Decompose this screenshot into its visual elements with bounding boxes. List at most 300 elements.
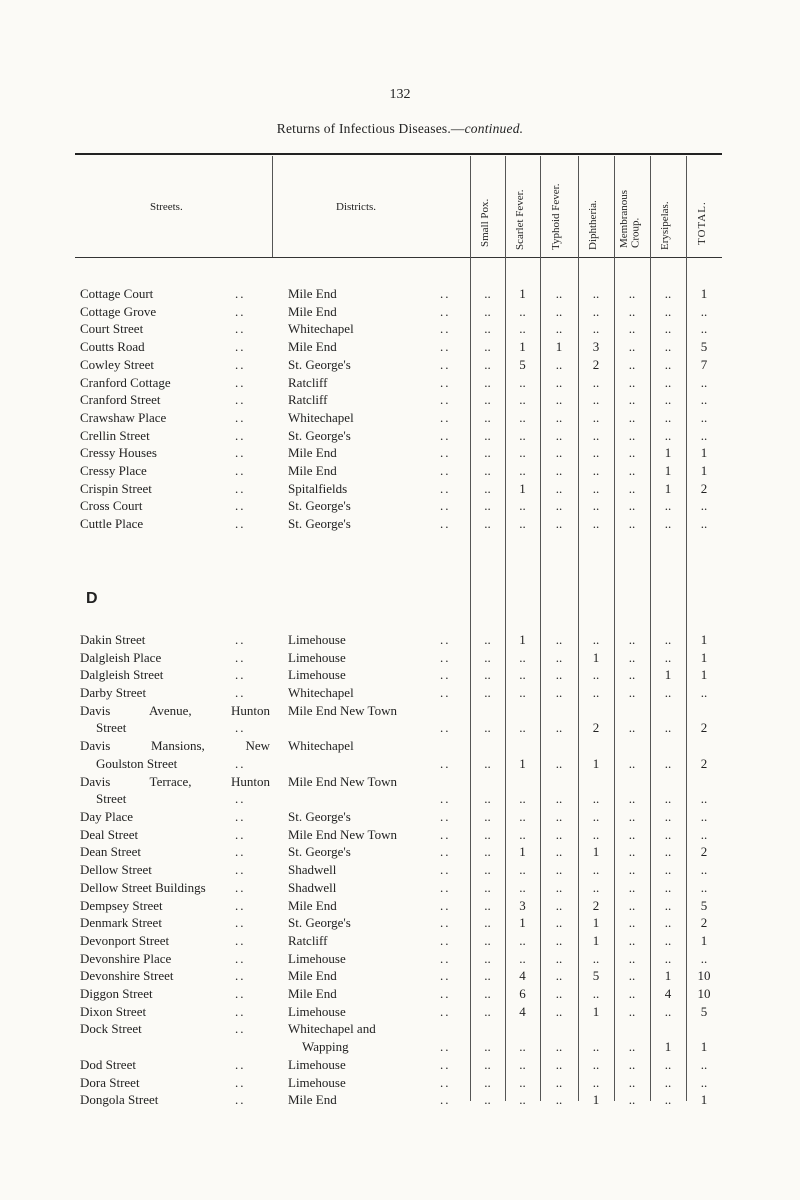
- district-name: Limehouse: [288, 667, 346, 683]
- value-cell: ..: [592, 374, 600, 390]
- street-name: Street: [96, 791, 127, 807]
- value-cell: ..: [592, 286, 600, 301]
- value-cell: ..: [555, 427, 563, 443]
- street-name: Davis Mansions, New: [80, 738, 270, 754]
- value-cell: ..: [484, 826, 491, 842]
- value-cell: 1: [592, 915, 600, 931]
- value-cell: ..: [484, 427, 491, 443]
- value-cell: ..: [628, 480, 636, 496]
- leader-dots: ..: [235, 1021, 246, 1037]
- leader-dots: ..: [440, 286, 451, 301]
- value-cell: ..: [592, 986, 600, 1001]
- value-cell: ..: [592, 809, 600, 824]
- value-cell: ..: [700, 303, 708, 319]
- leader-dots: ..: [440, 862, 451, 878]
- value-cell: ..: [555, 409, 563, 425]
- leader-dots: ..: [440, 356, 451, 372]
- value-cell: ..: [519, 1074, 526, 1090]
- leader-dots: ..: [235, 932, 246, 948]
- page-title: [0, 121, 800, 137]
- value-cell: ..: [555, 968, 563, 984]
- value-cell: ..: [628, 986, 636, 1001]
- leader-dots: ..: [440, 826, 451, 842]
- value-cell: ..: [628, 1074, 636, 1090]
- value-cell: 1: [592, 1003, 600, 1019]
- value-cell: 1: [700, 1092, 708, 1108]
- value-cell: ..: [664, 720, 672, 736]
- value-cell: 1: [664, 445, 672, 461]
- table-row: [0, 321, 800, 339]
- value-cell: ..: [700, 862, 708, 878]
- value-cell: ..: [555, 897, 563, 913]
- leader-dots: ..: [235, 303, 246, 319]
- street-name: Day Place: [80, 809, 134, 824]
- leader-dots: ..: [235, 409, 246, 425]
- value-cell: ..: [519, 720, 526, 736]
- value-cell: ..: [519, 791, 526, 807]
- leader-dots: ..: [440, 1039, 451, 1055]
- value-cell: ..: [700, 392, 708, 408]
- street-name: Dock Street: [80, 1021, 142, 1037]
- leader-dots: ..: [235, 950, 246, 966]
- value-cell: ..: [628, 392, 636, 408]
- leader-dots: ..: [440, 498, 451, 514]
- value-cell: ..: [664, 1092, 672, 1108]
- value-cell: ..: [592, 1056, 600, 1072]
- value-cell: ..: [519, 516, 526, 532]
- value-cell: ..: [484, 844, 491, 860]
- table-row: [0, 498, 800, 516]
- value-cell: ..: [664, 427, 672, 443]
- value-cell: ..: [700, 1056, 708, 1072]
- header-diphtheria: Diphtheria.: [587, 200, 599, 250]
- value-cell: ..: [555, 480, 563, 496]
- value-cell: ..: [592, 516, 600, 532]
- street-name: Crawshaw Place: [80, 409, 167, 425]
- street-name: Darby Street: [80, 685, 147, 701]
- street-name: Street: [96, 720, 127, 736]
- value-cell: 3: [519, 897, 526, 913]
- leader-dots: ..: [235, 463, 246, 478]
- value-cell: ..: [628, 649, 636, 665]
- table-row: [0, 650, 800, 668]
- value-cell: ..: [664, 339, 672, 355]
- street-name: Dean Street: [80, 844, 142, 860]
- value-cell: ..: [519, 1039, 526, 1055]
- value-cell: ..: [484, 986, 491, 1001]
- leader-dots: ..: [235, 862, 246, 878]
- value-cell: 5: [700, 1003, 708, 1019]
- header-streets: Streets.: [150, 201, 183, 213]
- district-name: Whitechapel: [288, 409, 354, 425]
- leader-dots: ..: [440, 950, 451, 966]
- street-name: Dongola Street: [80, 1092, 159, 1108]
- value-cell: ..: [628, 897, 636, 913]
- value-cell: 1: [664, 480, 672, 496]
- value-cell: ..: [484, 950, 491, 966]
- leader-dots: ..: [440, 1074, 451, 1090]
- value-cell: ..: [519, 879, 526, 895]
- value-cell: ..: [700, 374, 708, 390]
- leader-dots: ..: [235, 339, 246, 355]
- leader-dots: ..: [235, 286, 246, 301]
- value-cell: ..: [555, 516, 563, 532]
- value-cell: 1: [592, 844, 600, 860]
- value-cell: ..: [592, 862, 600, 878]
- value-cell: ..: [664, 516, 672, 532]
- value-cell: ..: [484, 463, 491, 478]
- table-row: [0, 1075, 800, 1093]
- value-cell: ..: [664, 879, 672, 895]
- leader-dots: ..: [440, 303, 451, 319]
- value-cell: ..: [592, 392, 600, 408]
- value-cell: ..: [592, 1039, 600, 1055]
- value-cell: ..: [555, 950, 563, 966]
- value-cell: ..: [628, 516, 636, 532]
- leader-dots: ..: [440, 649, 451, 665]
- value-cell: ..: [700, 950, 708, 966]
- value-cell: 1: [700, 632, 708, 647]
- value-cell: ..: [628, 826, 636, 842]
- value-cell: ..: [484, 356, 491, 372]
- value-cell: 5: [519, 356, 526, 372]
- value-cell: ..: [628, 950, 636, 966]
- value-cell: ..: [592, 632, 600, 647]
- street-name: Davis Avenue, Hunton: [80, 702, 270, 718]
- value-cell: 1: [519, 632, 526, 647]
- leader-dots: ..: [235, 445, 246, 461]
- leader-dots: ..: [440, 844, 451, 860]
- district-name: Mile End: [288, 286, 337, 301]
- district-name: Mile End: [288, 463, 337, 478]
- value-cell: ..: [555, 445, 563, 461]
- value-cell: 10: [697, 986, 711, 1001]
- value-cell: ..: [555, 826, 563, 842]
- table-row: [0, 738, 800, 773]
- value-cell: 1: [519, 755, 526, 771]
- value-cell: ..: [628, 427, 636, 443]
- value-cell: ..: [628, 1003, 636, 1019]
- value-cell: ..: [628, 755, 636, 771]
- table-row: [0, 1057, 800, 1075]
- street-name: Dakin Street: [80, 632, 146, 647]
- table-row: [0, 392, 800, 410]
- value-cell: ..: [555, 809, 563, 824]
- value-cell: 1: [664, 1039, 672, 1055]
- value-cell: ..: [484, 632, 491, 647]
- value-cell: ..: [700, 809, 708, 824]
- value-cell: 2: [700, 844, 708, 860]
- value-cell: 2: [700, 915, 708, 931]
- value-cell: ..: [592, 480, 600, 496]
- value-cell: ..: [519, 303, 526, 319]
- value-cell: 1: [700, 667, 708, 683]
- value-cell: ..: [628, 667, 636, 683]
- value-cell: ..: [519, 427, 526, 443]
- table-row: [0, 898, 800, 916]
- value-cell: 10: [697, 968, 711, 984]
- street-name: Crispin Street: [80, 480, 152, 496]
- value-cell: ..: [700, 516, 708, 532]
- value-cell: 2: [700, 755, 708, 771]
- leader-dots: ..: [440, 897, 451, 913]
- value-cell: 1: [700, 932, 708, 948]
- value-cell: 2: [700, 720, 708, 736]
- value-cell: ..: [484, 374, 491, 390]
- leader-dots: ..: [440, 445, 451, 461]
- value-cell: ..: [555, 356, 563, 372]
- district-name: St. George's: [288, 844, 351, 860]
- value-cell: ..: [664, 950, 672, 966]
- value-cell: ..: [555, 392, 563, 408]
- table-row: [0, 862, 800, 880]
- value-cell: ..: [628, 286, 636, 301]
- leader-dots: ..: [440, 720, 451, 736]
- district-name: Limehouse: [288, 1074, 346, 1090]
- value-cell: 3: [592, 339, 600, 355]
- value-cell: ..: [484, 1056, 491, 1072]
- value-cell: ..: [664, 1003, 672, 1019]
- value-cell: ..: [628, 1056, 636, 1072]
- table-header-rule: [75, 257, 722, 258]
- leader-dots: ..: [235, 720, 246, 736]
- value-cell: ..: [484, 720, 491, 736]
- value-cell: ..: [628, 809, 636, 824]
- leader-dots: ..: [440, 1092, 451, 1108]
- leader-dots: ..: [440, 480, 451, 496]
- value-cell: ..: [628, 498, 636, 514]
- value-cell: ..: [628, 720, 636, 736]
- value-cell: ..: [484, 685, 491, 701]
- leader-dots: ..: [440, 1003, 451, 1019]
- street-name: Goulston Street: [96, 755, 178, 771]
- district-name: St. George's: [288, 427, 351, 443]
- value-cell: ..: [484, 897, 491, 913]
- value-cell: 1: [555, 339, 563, 355]
- value-cell: ..: [592, 685, 600, 701]
- value-cell: 1: [664, 463, 672, 478]
- value-cell: 1: [592, 932, 600, 948]
- value-cell: ..: [592, 1074, 600, 1090]
- value-cell: ..: [519, 463, 526, 478]
- value-cell: ..: [555, 755, 563, 771]
- leader-dots: ..: [235, 374, 246, 390]
- value-cell: ..: [664, 286, 672, 301]
- district-name: Mile End New Town: [288, 826, 397, 842]
- district-name: Mile End: [288, 445, 337, 461]
- leader-dots: ..: [235, 986, 246, 1001]
- value-cell: ..: [664, 826, 672, 842]
- leader-dots: ..: [440, 986, 451, 1001]
- value-cell: ..: [555, 649, 563, 665]
- value-cell: ..: [519, 445, 526, 461]
- table-row: [0, 1004, 800, 1022]
- value-cell: 2: [592, 897, 600, 913]
- leader-dots: ..: [235, 1003, 246, 1019]
- table-row: [0, 1092, 800, 1110]
- value-cell: ..: [628, 968, 636, 984]
- value-cell: ..: [555, 791, 563, 807]
- table-row: [0, 968, 800, 986]
- street-name: Dod Street: [80, 1056, 136, 1072]
- table-row: [0, 428, 800, 446]
- value-cell: ..: [519, 685, 526, 701]
- leader-dots: ..: [235, 968, 246, 984]
- value-cell: 1: [519, 286, 526, 301]
- value-cell: ..: [700, 321, 708, 337]
- leader-dots: ..: [235, 321, 246, 337]
- title-italic: continued.: [464, 121, 524, 136]
- value-cell: ..: [592, 303, 600, 319]
- value-cell: 1: [700, 463, 708, 478]
- value-cell: ..: [555, 932, 563, 948]
- leader-dots: ..: [440, 409, 451, 425]
- value-cell: ..: [664, 374, 672, 390]
- leader-dots: ..: [440, 427, 451, 443]
- value-cell: ..: [484, 1092, 491, 1108]
- value-cell: ..: [700, 409, 708, 425]
- leader-dots: ..: [440, 463, 451, 478]
- value-cell: ..: [484, 809, 491, 824]
- leader-dots: ..: [440, 339, 451, 355]
- leader-dots: ..: [440, 879, 451, 895]
- value-cell: ..: [628, 356, 636, 372]
- value-cell: 1: [592, 649, 600, 665]
- table-row: [0, 304, 800, 322]
- street-name: Court Street: [80, 321, 144, 337]
- district-name: Mile End: [288, 968, 337, 984]
- value-cell: ..: [628, 1092, 636, 1108]
- leader-dots: ..: [235, 791, 246, 807]
- leader-dots: ..: [235, 632, 246, 647]
- leader-dots: ..: [440, 667, 451, 683]
- value-cell: ..: [519, 498, 526, 514]
- value-cell: ..: [555, 667, 563, 683]
- value-cell: ..: [555, 685, 563, 701]
- section-letter-d: D: [86, 590, 98, 607]
- value-cell: ..: [555, 1092, 563, 1108]
- district-name: Limehouse: [288, 649, 346, 665]
- leader-dots: ..: [440, 516, 451, 532]
- district-name: Limehouse: [288, 1003, 346, 1019]
- street-name: Devonshire Street: [80, 968, 174, 984]
- value-cell: ..: [484, 968, 491, 984]
- district-name: Ratcliff: [288, 374, 328, 390]
- value-cell: 2: [700, 480, 708, 496]
- value-cell: ..: [484, 392, 491, 408]
- leader-dots: ..: [440, 809, 451, 824]
- value-cell: ..: [700, 427, 708, 443]
- page-number: 132: [389, 87, 411, 102]
- district-name: Whitechapel and: [288, 1021, 376, 1037]
- table-row: [0, 844, 800, 862]
- value-cell: ..: [519, 862, 526, 878]
- street-name: Dalgleish Place: [80, 649, 162, 665]
- value-cell: ..: [555, 879, 563, 895]
- table-row: [0, 667, 800, 685]
- street-name: Dixon Street: [80, 1003, 147, 1019]
- value-cell: ..: [519, 826, 526, 842]
- value-cell: ..: [628, 303, 636, 319]
- leader-dots: ..: [440, 632, 451, 647]
- district-name: St. George's: [288, 356, 351, 372]
- value-cell: 6: [519, 986, 526, 1001]
- value-cell: ..: [519, 667, 526, 683]
- value-cell: ..: [592, 445, 600, 461]
- value-cell: ..: [484, 862, 491, 878]
- table-row: [0, 410, 800, 428]
- value-cell: ..: [628, 862, 636, 878]
- table-row: [0, 933, 800, 951]
- district-name: Whitechapel: [288, 738, 354, 754]
- value-cell: ..: [664, 897, 672, 913]
- value-cell: ..: [628, 1039, 636, 1055]
- header-scarlet-fever: Scarlet Fever.: [514, 189, 526, 250]
- value-cell: ..: [628, 879, 636, 895]
- district-name: St. George's: [288, 516, 351, 532]
- value-cell: ..: [664, 809, 672, 824]
- value-cell: 4: [664, 986, 672, 1001]
- table-row: [0, 445, 800, 463]
- street-name: Crellin Street: [80, 427, 150, 443]
- leader-dots: ..: [235, 879, 246, 895]
- value-cell: ..: [628, 791, 636, 807]
- leader-dots: ..: [235, 1074, 246, 1090]
- table-row: [0, 986, 800, 1004]
- leader-dots: ..: [440, 791, 451, 807]
- value-cell: ..: [664, 915, 672, 931]
- street-name: Cranford Cottage: [80, 374, 171, 390]
- value-cell: ..: [484, 286, 491, 301]
- value-cell: ..: [700, 1074, 708, 1090]
- value-cell: ..: [519, 409, 526, 425]
- table-row: [0, 809, 800, 827]
- value-cell: ..: [628, 915, 636, 931]
- value-cell: ..: [484, 649, 491, 665]
- value-cell: ..: [555, 303, 563, 319]
- value-cell: ..: [555, 463, 563, 478]
- value-cell: ..: [484, 498, 491, 514]
- leader-dots: ..: [235, 649, 246, 665]
- district-name: Limehouse: [288, 1056, 346, 1072]
- value-cell: ..: [592, 879, 600, 895]
- leader-dots: ..: [440, 932, 451, 948]
- value-cell: ..: [555, 321, 563, 337]
- header-membranous-croup: Membranous Croup.: [618, 189, 642, 248]
- value-cell: ..: [664, 409, 672, 425]
- leader-dots: ..: [440, 915, 451, 931]
- leader-dots: ..: [235, 480, 246, 496]
- leader-dots: ..: [440, 755, 451, 771]
- leader-dots: ..: [235, 755, 246, 771]
- header-typhoid-fever: Typhoid Fever.: [550, 183, 562, 250]
- value-cell: ..: [664, 862, 672, 878]
- title-main: Returns of Infectious Diseases.—: [276, 121, 465, 136]
- table-row: [0, 827, 800, 845]
- district-name: Whitechapel: [288, 685, 354, 701]
- value-cell: ..: [519, 1056, 526, 1072]
- value-cell: 5: [700, 897, 708, 913]
- street-name: Cressy Houses: [80, 445, 157, 461]
- header-erysipelas: Erysipelas.: [659, 201, 671, 250]
- district-name: St. George's: [288, 809, 351, 824]
- value-cell: ..: [664, 1074, 672, 1090]
- leader-dots: ..: [440, 374, 451, 390]
- leader-dots: ..: [440, 392, 451, 408]
- street-name: Cottage Grove: [80, 303, 157, 319]
- street-name: Cressy Place: [80, 463, 147, 478]
- district-name: Ratcliff: [288, 392, 328, 408]
